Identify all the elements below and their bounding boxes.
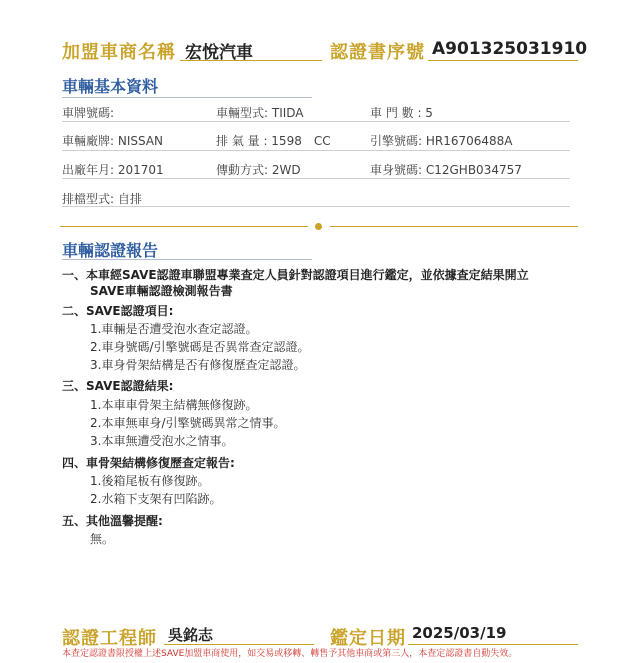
- section2-item: 3.車身骨架結構是否有修復歷查定認證。: [90, 358, 306, 372]
- date-underline: [408, 644, 578, 645]
- engineer-value: 吳銘志: [168, 626, 214, 644]
- cert-no-underline: [428, 60, 578, 61]
- dealer-label: 加盟車商名稱: [62, 42, 176, 63]
- section2-item: 1.車輛是否遭受泡水查定認證。: [90, 322, 258, 336]
- build-date: 出廠年月: 201701: [62, 163, 164, 177]
- section5-head: 五、其他溫馨提醒:: [62, 514, 163, 528]
- cert-no-value: A901325031910: [432, 39, 588, 59]
- displacement: 排 氣 量 : 1598 CC: [216, 134, 331, 148]
- dealer-underline: [180, 60, 322, 61]
- date-value: 2025/03/19: [412, 624, 507, 642]
- drivetrain: 傳動方式: 2WD: [216, 163, 301, 177]
- vin: 車身號碼: C12GHB034757: [370, 163, 522, 177]
- section4-head: 四、車骨架結構修復歷查定報告:: [62, 456, 235, 470]
- row-line-4: [62, 206, 570, 207]
- section1-line2: SAVE車輛認證檢測報告書: [90, 284, 233, 298]
- section3-head: 三、SAVE認證結果:: [62, 379, 174, 393]
- engineer-underline: [164, 644, 314, 645]
- section3-item: 2.本車無車身/引擎號碼異常之情事。: [90, 416, 286, 430]
- basic-info-title: 車輛基本資料: [62, 77, 159, 96]
- doors: 車 門 數 : 5: [370, 106, 433, 120]
- row-line-2: [62, 150, 570, 151]
- section4-item: 2.水箱下支架有凹陷跡。: [90, 492, 222, 506]
- cert-no-label: 認證書序號: [330, 42, 425, 63]
- section1-line1: 一、本車經SAVE認證車聯盟專業查定人員針對認證項目進行鑑定，並依據查定結果開立: [62, 268, 529, 282]
- basic-info-title-rule: [62, 97, 312, 98]
- section4-item: 1.後箱尾板有修復跡。: [90, 474, 210, 488]
- section2-item: 2.車身號碼/引擎號碼是否異常查定認證。: [90, 340, 310, 354]
- engine-no: 引擎號碼: HR16706488A: [370, 134, 513, 148]
- row-line-3: [62, 178, 570, 179]
- section5-item: 無。: [90, 532, 115, 546]
- disclaimer-note: 本查定認證書限授權上述SAVE加盟車商使用，如交易或移轉、轉售予其他車商或第三人，本查定認證書自動失效。: [62, 649, 518, 659]
- date-label: 鑑定日期: [330, 628, 406, 649]
- model: 車輛型式: TIIDA: [216, 106, 304, 120]
- engineer-label: 認證工程師: [62, 628, 157, 649]
- section2-head: 二、SAVE認證項目:: [62, 304, 174, 318]
- section3-item: 1.本車車骨架主結構無修復跡。: [90, 398, 258, 412]
- dealer-value: 宏悅汽車: [185, 43, 253, 63]
- section3-item: 3.本車無遭受泡水之情事。: [90, 434, 234, 448]
- plate-no: 車牌號碼:: [62, 106, 115, 120]
- report-title: 車輛認證報告: [62, 241, 159, 260]
- row-line-1: [62, 121, 570, 122]
- report-title-rule: [62, 259, 312, 260]
- transmission: 排檔型式: 自排: [62, 192, 142, 206]
- brand: 車輛廠牌: NISSAN: [62, 134, 164, 148]
